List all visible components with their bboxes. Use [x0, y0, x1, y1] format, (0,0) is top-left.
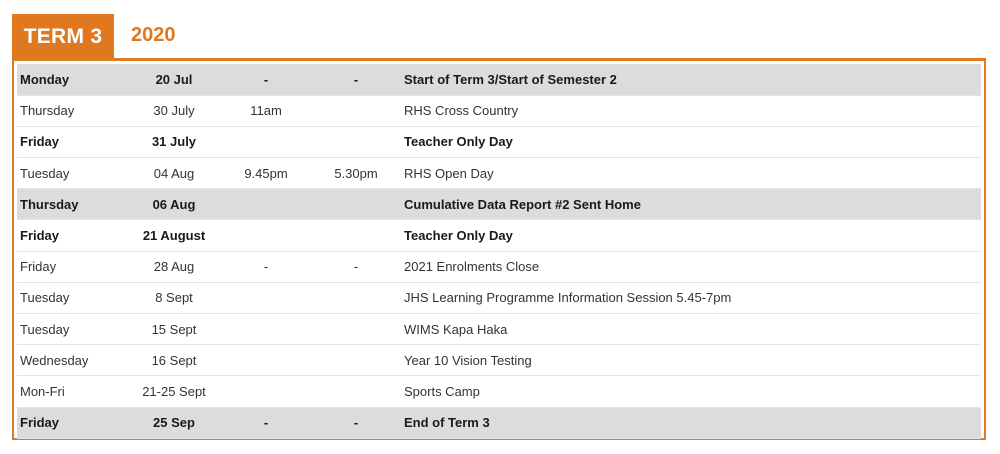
row-end-time: - — [316, 64, 396, 95]
row-event: Cumulative Data Report #2 Sent Home — [396, 189, 981, 220]
row-start-time — [216, 220, 316, 251]
row-start-time: 9.45pm — [216, 158, 316, 189]
row-day: Thursday — [17, 189, 132, 220]
table-row — [17, 282, 981, 313]
table-row — [17, 407, 981, 438]
table-row — [17, 314, 981, 345]
row-date: 15 Sept — [132, 314, 216, 345]
table-row — [17, 376, 981, 407]
row-event: RHS Cross Country — [396, 95, 981, 126]
row-day: Wednesday — [17, 345, 132, 376]
row-end-time: - — [316, 251, 396, 282]
row-event: 2021 Enrolments Close — [396, 251, 981, 282]
row-end-time: - — [316, 407, 396, 438]
table-row — [17, 189, 981, 220]
row-end-time: 5.30pm — [316, 158, 396, 189]
table-row — [17, 158, 981, 189]
row-end-time — [316, 314, 396, 345]
row-day: Mon-Fri — [17, 376, 132, 407]
row-date: 06 Aug — [132, 189, 216, 220]
row-start-time: 11am — [216, 95, 316, 126]
row-date: 30 July — [132, 95, 216, 126]
row-event: Teacher Only Day — [396, 126, 981, 157]
row-day: Tuesday — [17, 158, 132, 189]
row-end-time — [316, 282, 396, 313]
row-start-time: - — [216, 64, 316, 95]
row-end-time — [316, 95, 396, 126]
row-event: End of Term 3 — [396, 407, 981, 438]
row-date: 25 Sep — [132, 407, 216, 438]
row-day: Friday — [17, 126, 132, 157]
row-event: Start of Term 3/Start of Semester 2 — [396, 64, 981, 95]
row-event: Teacher Only Day — [396, 220, 981, 251]
term-tab — [12, 14, 114, 60]
row-date: 21-25 Sept — [132, 376, 216, 407]
row-start-time — [216, 314, 316, 345]
row-day: Tuesday — [17, 282, 132, 313]
row-end-time — [316, 376, 396, 407]
row-day: Thursday — [17, 95, 132, 126]
row-event: JHS Learning Programme Information Session 5.45-7pm — [396, 282, 981, 313]
calendar-table — [17, 64, 981, 439]
table-row — [17, 126, 981, 157]
row-event: Sports Camp — [396, 376, 981, 407]
row-start-time — [216, 282, 316, 313]
row-date: 04 Aug — [132, 158, 216, 189]
calendar-rows — [17, 64, 981, 438]
row-end-time — [316, 189, 396, 220]
row-date: 21 August — [132, 220, 216, 251]
table-row — [17, 220, 981, 251]
year-heading: 2020 — [131, 24, 176, 46]
row-day: Monday — [17, 64, 132, 95]
row-end-time — [316, 220, 396, 251]
row-date: 20 Jul — [132, 64, 216, 95]
row-start-time — [216, 376, 316, 407]
table-row — [17, 64, 981, 95]
row-start-time — [216, 345, 316, 376]
row-date: 16 Sept — [132, 345, 216, 376]
row-date: 31 July — [132, 126, 216, 157]
row-event: RHS Open Day — [396, 158, 981, 189]
term-label: TERM 3 — [23, 25, 103, 48]
table-row — [17, 95, 981, 126]
row-date: 8 Sept — [132, 282, 216, 313]
row-end-time — [316, 126, 396, 157]
row-start-time: - — [216, 251, 316, 282]
row-date: 28 Aug — [132, 251, 216, 282]
row-day: Friday — [17, 407, 132, 438]
row-day: Friday — [17, 251, 132, 282]
calendar-frame — [12, 58, 986, 440]
table-row — [17, 251, 981, 282]
row-event: WIMS Kapa Haka — [396, 314, 981, 345]
row-day: Friday — [17, 220, 132, 251]
row-end-time — [316, 345, 396, 376]
row-start-time: - — [216, 407, 316, 438]
row-start-time — [216, 126, 316, 157]
row-start-time — [216, 189, 316, 220]
row-event: Year 10 Vision Testing — [396, 345, 981, 376]
row-day: Tuesday — [17, 314, 132, 345]
table-row — [17, 345, 981, 376]
